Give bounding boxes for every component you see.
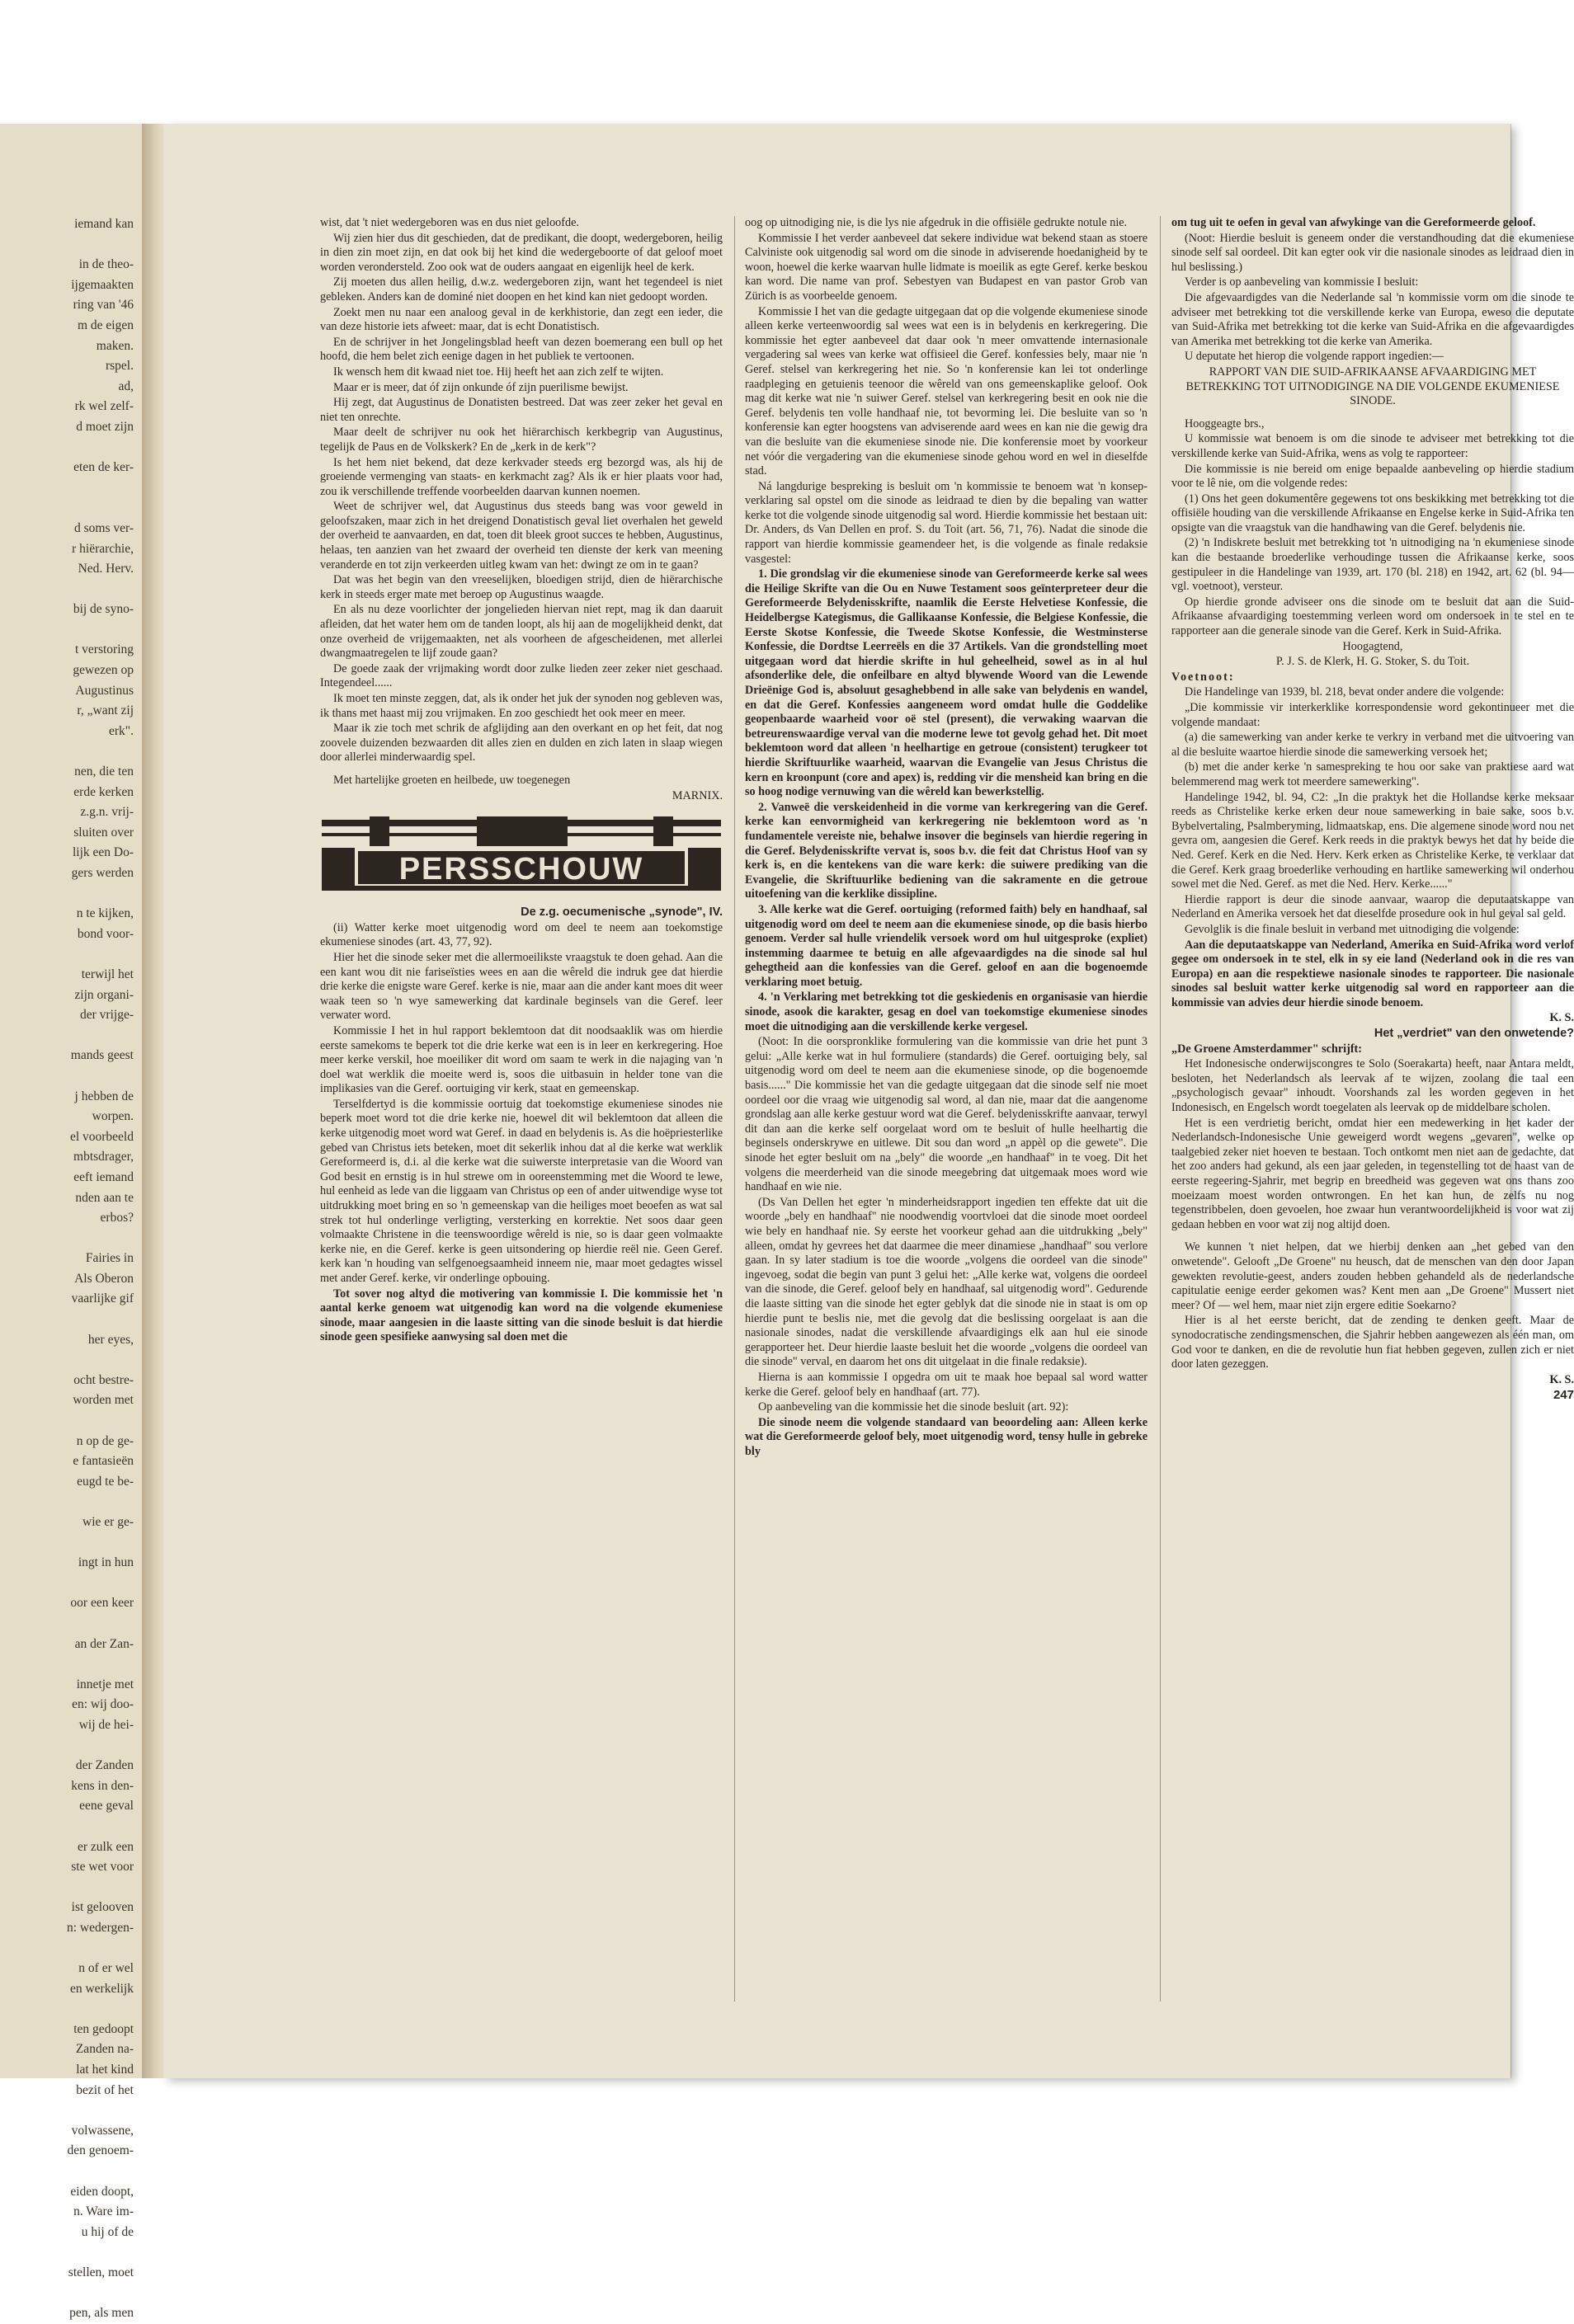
section-title: De z.g. oecumenische „synode", IV. <box>521 906 723 920</box>
left-page-fragment: worden met <box>73 1393 134 1408</box>
paragraph: Maar er is meer, dat óf zijn onkunde óf zijn puerilisme bewijst. <box>333 380 629 394</box>
article-source: „De Groene Amsterdammer" schrijft: <box>1171 1042 1362 1056</box>
left-page-fragment: volwassene, <box>71 2123 134 2138</box>
left-page-fragment: erde kerken <box>73 784 134 799</box>
footnote-paragraph: Hierdie rapport is deur die sinode aanvaar, waarop die deputaatskappe van Nederland en Amerika versoek het dat dieselfde prosedure ook in hul geval sal geld. <box>1171 892 1574 921</box>
left-page-fragment: ste wet voor <box>71 1860 134 1875</box>
article-title: Het „verdriet" van den onwetende? <box>1374 1027 1574 1041</box>
left-page-fragment: worpen. <box>92 1109 134 1124</box>
left-page-fragment: d moet zijn <box>76 419 134 434</box>
signature-marnix: MARNIX. <box>672 788 723 802</box>
left-page-fragment: mbtsdrager, <box>73 1150 134 1164</box>
left-page-fragment: in de theo- <box>78 257 134 272</box>
letter-closing: Met hartelijke groeten en heilbede, uw toegenegen <box>333 773 571 787</box>
left-page-fragment: bond voor- <box>77 926 134 941</box>
left-page-fragment <box>0 1066 142 1087</box>
paragraph: Hij zegt, dat Augustinus de Donatisten bestreed. Dat was zeer zeker het geval en niet ten onrechte. <box>320 396 723 424</box>
paragraph: Weet de schrijver wel, dat Augustinus dus steeds bang was voor geweld in geloofszaken, maar zich in het dreigend Donatistisch geval liet overhalen het geweld der overheid te aanvaarden, en dat, toen dit bleek groot succes te hebben, Augustinus, helaas, ten aanzien van het zwaard der overheid ten dienste der kerk van meening veranderde en tot zijn verkeerden uitleg kwam van het: dwingt ze om in te gaan? <box>320 500 723 572</box>
resolution-point-3: 3. Alle kerke wat die Geref. oortuiging (reformed faith) bely en handhaaf, sal uitgenodig word om deel te neem aan die ekumeniese sinode, op die basis hierbo genoem. Verder sal hulle vriendelik versoek word om hul uitgesproke (expliet) instemming daarmee te betuig en alle afgevaardigdes na die sinode sal hul gehegtheid aan die konfessies van die Geref. geloof en aan die bogenoemde verklaring moet betuig. <box>745 902 1148 989</box>
paragraph: (2) 'n Indiskrete besluit met betrekking tot 'n uitnodiging na 'n ekumeniese sinode kan die bestaande broederlike verhoudinge tussen die Afrikaanse kerke, soos gestipuleer in die Handelinge van 1939, art. 170 (bl. 218) en 1942, art. 62 (bl. 94—vgl. voetnoot), versteur. <box>1171 536 1574 594</box>
paragraph: U deputate het hierop die volgende rapport ingedien:— <box>1185 350 1444 364</box>
left-page-fragment <box>0 1026 142 1047</box>
paragraph: En als nu deze voorlichter der jongelieden hiervan niet rept, mag ik dan daaruit afleiden, dat het water hem om de tanden loopt, als hij aan de mogelijkheid denkt, dat onze overheid de vrijgemaakten, net als voorheen de afgescheidenen, met allerlei dwangmaatregelen te lijf zoude gaan? <box>320 603 723 661</box>
paragraph: Zoekt men nu naar een analoog geval in de kerkhistorie, dan zegt een ieder, die van deze historie iets afweet: maar, dat is echt Donatistisch. <box>320 305 723 334</box>
left-page-fragment <box>0 1878 142 1898</box>
left-page-fragment: an der Zan- <box>74 1636 134 1651</box>
footnote-paragraph: „Die kommissie vir interkerklike korrespondensie word gekontinueer met die volgende mandaat: <box>1171 701 1574 729</box>
left-page-fragment <box>0 2101 142 2121</box>
left-page-fragment: den genoem- <box>67 2143 134 2158</box>
left-page-fragment: eeft iemand <box>73 1169 134 1184</box>
left-page-fragment <box>0 1533 142 1554</box>
left-page-fragment <box>0 1229 142 1249</box>
left-page-fragment: bezit of het <box>76 2082 134 2097</box>
left-page-fragment <box>0 478 142 499</box>
left-page-fragment: erk". <box>109 723 134 738</box>
left-page-fragment <box>0 2284 142 2304</box>
left-page-fragment: gers werden <box>71 866 134 880</box>
resolution-point-1: 1. Die grondslag vir die ekumeniese sinode van Gereformeerde kerke sal wees die Heilige Skrifte van die Ou en Nuwe Testament soos geïnterpreteer deur die Gereformeerde Belydenisskrifte, naamlik die Eerste Helvetiese Konfessie, die Heidelbergse Kategismus, die Gallikaanse Konfessie, die Belgiese Konfessie, die Eerste Skotse Konfessie, die Tweede Skotse Konfessie, die Westminsterse Konfessie, die Dordtse Leerreëls en die 37 Artikels. Van die grondstelling moet uitgegaan word dat hierdie skrifte in hul geheelheid, sowel as in al hul afsonderlike dele, die onfeilbare en altyd blywende Woord van die Lewende Drieënige God is, absoluut gesaghebbend in alle sake van belydenis en wandel, en dat die Geref. Konfessies aangeneem word omdat hulle die Goddelike geopenbaarde waarheid voor oë stel (present), die verwaking waarvan die betreurenswaardige verval van die moderne lewe tot gevolg gehad het. Dit moet beklemtoon word dat alleen 'n heelhartige en getroue (consistent) terugkeer tot hierdie Skriftuurlike waarheid, waarvan die Evangelie van Jesus Christus die kern en kroonpunt (core and apex) is, redding vir die mensheid kan bring en die so hoog nodige vernuwing van die wêreld kan bewerkstellig. <box>745 567 1148 799</box>
signature-ks: K. S. <box>1549 1372 1574 1386</box>
left-page-fragment: lat het kind <box>76 2063 134 2077</box>
left-page-fragment <box>0 2242 142 2263</box>
footnote-paragraph: Gevolglik is die finale besluit in verband met uitnodiging die volgende: <box>1185 922 1520 936</box>
left-page-fragment: nden aan te <box>75 1190 134 1205</box>
left-page-fragment: ingt in hun <box>78 1555 134 1570</box>
quoted-paragraph: Het Indonesische onderwijscongres te Solo (Soerakarta) heeft, naar Antara meldt, besloten, het Nederlandsch als leervak af te wijzen, zoolang die taal een „psychologisch gevaar" inhoudt. Voorshands zal les worden gegeven in het Indonesisch, en Engelsch wordt toegelaten als leervak op de middelbare scholen. <box>1171 1057 1574 1115</box>
left-page-fragment: r hiërarchie, <box>72 541 134 556</box>
left-page-fragment: kens in den- <box>71 1778 134 1793</box>
paragraph: Ik moet ten minste zeggen, dat, als ik onder het juk der synoden nog gebleven was, ik thans met haast mij zou vrijmaken. En zoo geschiedt het ook meer en meer. <box>320 692 723 720</box>
paragraph: om tug uit te oefen in geval van afwykinge van die Gereformeerde geloof. <box>1171 216 1536 229</box>
quoted-paragraph: Het is een verdrietig bericht, omdat hier een medewerking in het kader der Nederlandsch-Indonesische Unie geweigerd wordt wegens „gevaren", welke op taalgebied zeker niet hoeven te bestaan. Toch ontkomt men niet aan de gedachte, dat het zoo anders had gekund, als een jaar geleden, in tegenstelling tot de haast van de eerste regeering-Sjahrir, met begrip en breedheid was gegeven wat ons thans zoo moeizaam moest worden ontwrongen. En het kan hun, de zelfs nu nog tegenstribbelen, doen gevoelen, hoe zwaar hun verantwoordelijkheid is voor wat zij gedaan hebben en voor wat zij nog altijd doen. <box>1171 1116 1574 1231</box>
left-page-fragment: j hebben de <box>74 1089 134 1103</box>
persschouw-masthead-graphic <box>320 815 723 894</box>
left-page-fragment: bij de syno- <box>73 602 134 617</box>
report-closing: Hoogagtend, <box>1342 639 1403 653</box>
left-page-fragment: stellen, moet <box>68 2265 134 2279</box>
left-page-fragment: zijn organi- <box>74 987 134 1002</box>
left-page-fragment <box>0 235 142 256</box>
paragraph: (Noot: Hierdie besluit is geneem onder die verstandhouding dat die ekumeniese sinode self sal oordeel. Dit kan egter ook vir die nasionale sinodes as leidraad dien in hul beslissing.) <box>1171 231 1574 274</box>
left-page-fragment <box>0 1817 142 1837</box>
standard-resolution: Die sinode neem die volgende standaard van beoordeling aan: Alleen kerke wat die Gereformeerde geloof bely, moet uitgenodig word, tensy hulle in gebreke bly <box>745 1415 1148 1458</box>
left-page-fragment <box>0 580 142 600</box>
left-page-fragment: e fantasieën <box>73 1454 134 1469</box>
left-page-fragment: oor een keer <box>70 1596 134 1611</box>
footnote-paragraph: Handelinge 1942, bl. 94, C2: „In die praktyk het die Hollandse kerke meksaar reeds as Christelike kerke erken deur noue samewerking in baie sake, soos b.v. Bybelvertaling, Psalmberyming, lidmaatskap, ens. Die algemene sinode word nou net gevra om, aangesien die Geref. Kerk reeds in die praktyk bewys het dat hy beide die Ned. Geref. Kerk en die Ned. Herv. Kerk erken as Christelike Kerke, te verklaar dat die Geref. Kerk graag broederlike verhouding en hartlike samewerking wil onderhou sowel met die Ned. Geref. as met die Ned. Herv. Kerke......" <box>1171 790 1574 891</box>
left-page-fragment: m de eigen <box>77 318 134 332</box>
left-page-fragment: Fairies in <box>85 1251 134 1266</box>
paragraph: Zij moeten dus allen heilig, d.w.z. wedergeboren zijn, want het tegendeel is niet gebleken. Anders kan de dominé niet doopen en het kind kan niet gedoopt worden. <box>320 275 723 303</box>
left-page-fragment: lijk een Do- <box>72 845 134 860</box>
left-page-fragment: maken. <box>96 338 134 353</box>
left-page-fragment: er zulk een <box>78 1839 134 1854</box>
paragraph: U kommissie wat benoem is om die sinode te adviseer met betrekking tot die verskillende kerke van Suid-Afrika, wens as volg te rapporteer: <box>1171 432 1574 460</box>
left-page-fragment: eten de ker- <box>73 460 134 475</box>
left-page-fragment <box>0 620 142 641</box>
left-page-fragment: der Zanden <box>75 1758 134 1773</box>
left-page-fragment <box>0 741 142 762</box>
left-page-fragment: wie er ge- <box>82 1515 134 1529</box>
resolution-point-4: 4. 'n Verklaring met betrekking tot die geskiedenis en organisasie van hierdie sinode, asook die karakter, gesag en doel van toekomstige ekumeniese sinodes moet die uitnodiging aan die verskillende kerke vergesel. <box>745 990 1148 1033</box>
left-page-fragment <box>0 498 142 519</box>
left-page-fragment: der vrijge- <box>80 1008 134 1023</box>
left-page-fragment: rk wel zelf- <box>74 399 134 414</box>
left-page-fragment: Als Oberon <box>74 1271 134 1286</box>
paragraph: De goede zaak der vrijmaking wordt door zulke lieden zeer zeker niet geschaad. Integendeel...... <box>320 661 723 690</box>
paragraph: Hier is al het eerste bericht, dat de zending te denken geeft. Maar de synodocratische zendingsmenschen, die Sjahrir hebben aangewezen als één man, om God voor te danken, en die de revolutie hun fiat hebben gegeven, zullen zich er niet door laten gezeggen. <box>1171 1314 1574 1371</box>
left-page-fragment: ten gedoopt <box>73 2021 134 2036</box>
paragraph: Die kommissie is nie bereid om enige bepaalde aanbeveling op hierdie stadium voor te lê nie, om die volgende redes: <box>1171 462 1574 491</box>
footnote-paragraph: (a) die samewerking van ander kerke te verkry in verband met die uitvoering van al die besluite waartoe hierdie sinode die samewerking versoek het; <box>1171 731 1574 759</box>
left-page-fragment: her eyes, <box>87 1332 134 1347</box>
left-page-fragment <box>0 1411 142 1432</box>
left-page-fragment: ring van '46 <box>73 298 134 313</box>
left-page-fragment <box>0 1350 142 1371</box>
left-page-fragment: erbos? <box>100 1211 134 1226</box>
left-page-fragment <box>0 1654 142 1675</box>
paragraph: Dat was het begin van den vreeselijken, bloedigen strijd, dien de hiërarchische kerk in steeds erger mate met beroep op Augustinus waagde. <box>320 573 723 601</box>
left-page-fragment: ijgemaakten <box>71 277 134 292</box>
left-page-fragment: n. Ware im- <box>73 2204 134 2219</box>
left-page-fragment: ad, <box>118 379 134 393</box>
paragraph: Ná langdurige bespreking is besluit om 'n kommissie te benoem wat 'n konsep-verklaring sal opstel om die sinode as leidraad te dien by die bepaling van watter kerke tot die volgende sinode uitgenodig sal word. Hierdie kommissie het bestaan uit: Dr. Anders, ds Van Dellen en prof. S. du Toit (art. 56, 71, 76). Nadat die sinode die rapport van hierdie kommissie geamendeer het, is die volgende as finale redaksie vasgestel: <box>745 479 1148 566</box>
column-1 <box>320 216 723 1346</box>
left-page-fragment: pen, als men <box>69 2306 134 2321</box>
left-page-fragment: Zanden na- <box>75 2042 134 2057</box>
report-title: RAPPORT VAN DIE SUID-AFRIKAANSE AFVAARDIGING MET BETREKKING TOT UITNODIGINGE NA DIE VOLGENDE EKUMENIESE SINODE. <box>1185 365 1560 408</box>
left-page-fragment: eugd te be- <box>77 1474 134 1489</box>
report-signatories: P. J. S. de Klerk, H. G. Stoker, S. du Toit. <box>1275 655 1470 669</box>
column-rule <box>734 216 735 2002</box>
left-page-fragment: ist gelooven <box>71 1900 134 1915</box>
left-page-fragment <box>0 1999 142 2020</box>
signature-ks: K. S. <box>1549 1011 1574 1025</box>
left-page-fragment: z.g.n. vrij- <box>80 805 134 820</box>
paragraph: (1) Ons het geen dokumentêre gegewens tot ons beskikking met betrekking tot die offisiële houding van die verskillende Afrikaanse en Engelse kerke in Suid-Afrika ten opsigte van die vraagstuk van die handhawing van die Geref. belydenis nie. <box>1171 492 1574 534</box>
paragraph: Maar deelt de schrijver nu ook het hiërarchisch kerkbegrip van Augustinus, tegelijk de Paus en de Volkskerk? En de „kerk in de kerk"? <box>320 426 723 454</box>
persschouw-masthead <box>320 815 723 894</box>
left-page-fragment: sluiten over <box>73 825 134 840</box>
paragraph: Terselfdertyd is die kommissie oortuig dat toekomstige ekumeniese sinodes nie beperk moet word tot die drie kerke nie, hoewel dit wil beklemtoon dat alleen die kerke uitgenodig moet word wat Geref. in daad en belydenis is. As die hoëpriesterlike gebed van Christus iets beteken, moet dit sekerlik inhou dat al die kerke wat werklik Gereformeerd is, d.i. al die kerke wat die suiwerste interpretasie van die Woord van God besit en ernstig is in hul strewe om in ooreenstemming met die Woord te lewe, hul eenheid as lede van die liggaam van Christus op een of ander uitwendige wyse tot uitdrukking moet bring en so 'n gemeenskap van die heiliges moet beoefen as wat sal strek tot hul onderlinge verligting, versterking en korrektie. Net soos daar geen volmaakte Christene in die teenswoordige wêreld is nie, so is daar geen volmaakte kerke nie, en die Geref. kerke is geen uitsondering op hierdie reël nie. Geen Geref. kerk kan 'n houding van selfgenoegsaamheid inneem nie, maar moet gedagtes wissel met ander Geref. kerke, vir onderlinge opbouing. <box>320 1097 723 1285</box>
paragraph: Is het hem niet bekend, dat deze kerkvader steeds erg bezorgd was, als hij de groeiende vermenging van staats- en kerkmacht zag? Als ik er hier plaats voor had, zou ik verschillende treffende voorbeelden daarvan kunnen noemen. <box>320 455 723 498</box>
paragraph: Die afgevaardigdes van die Nederlande sal 'n kommissie vorm om die sinode te adviseer met betrekking tot die verskillende kerke van Europa, eweso die deputate van Suid-Afrika met betrekking tot die kerke van Suid-Afrika en die afgevaardigdes van Amerika met betrekking tot die kerke van Amerika. <box>1171 290 1574 348</box>
left-page-fragment: t verstoring <box>74 642 134 657</box>
left-page-fragment <box>0 1310 142 1330</box>
left-page-fragment: gewezen op <box>73 663 134 678</box>
left-page-fragment: eene geval <box>79 1799 134 1814</box>
note-paragraph: (Ds Van Dellen het egter 'n minderheidsrapport ingedien ten effekte dat uit die woorde „bely en handhaaf" nie noodwendig voortvloei dat die sinode moet oordeel wie bely en handhaaf nie. Sy eerste het voorkeur gehad aan die uitdrukking „bely" alleen, omdat hy gevrees het dat daarmee die meer dinamiese „handhaaf" sou verlore gaan. In sy later stadium is toe die woorde „volgens die oordeel van die sinode" ingevoeg, sodat die begin van punt 3 gelui het: „Alle kerke wat, volgens die oordeel van die sinode, die Geref. geloof bely en handhaaf, sal uitgenodig word". Gedurende die laaste sitting van die sinode het egter geblyk dat die sinode nie in staat is om op hierdie punt te beslis nie, met die gevolg dat die beslissing oorgelaat is aan die nasionale sinodes, nadat die verskillende afvaardigings elk aan hul eie sinode gerapporteer het. Deur hierdie laaste besluit het die woorde „volgens die oordeel van die sinode" verval, en daarom het ons dit uitgelaat in die finale redaksie). <box>745 1195 1148 1369</box>
report-greeting: Hooggeagte brs., <box>1185 416 1265 430</box>
left-page-fragment: en: wij doo- <box>72 1697 134 1712</box>
column-3 <box>1171 216 1574 1404</box>
left-page-fragment: innetje met <box>76 1677 134 1691</box>
paragraph: We kunnen 't niet helpen, dat we hierbij denken aan „het gebed van den onwetende". Gelooft „De Groene" nu heusch, dat de menschen van den door Japan gewekten revolutie-geest, anders zouden hebben gehandeld als de nederlandsche capitulatie eenige eerder gekomen was? Kent men aan „De Groene" Mussert niet meer? Of — wel hem, maar niet zijn ergere editie Soekarno? <box>1171 1240 1574 1312</box>
paragraph: oog op uitnodiging nie, is die lys nie afgedruk in die offisiële gedrukte notule nie. <box>745 216 1128 229</box>
left-page-fragment: iemand kan <box>74 217 134 231</box>
left-page-fragment: mands geest <box>70 1048 134 1063</box>
note-paragraph: (Noot: In die oorspronklike formulering van die kommissie van drie het punt 3 gelui: „Alle kerke wat in hul formuliere (standards) die Geref. oortuiging bely, sal uitgenodig word om deel te neem aan die ekumeniese sinode, op die bogenoemde basis......" Die kommissie het van die gedagte uitgegaan dat die sinode self nie moet oordeel oor die vraag wie uitgenodig sal word, al dan nie, maar dat die aangenome grondslag aan alle kerke gestuur word wat die Geref. belydenisskrifte aanvaar, terwyl dit dan aan die kerke self oorgelaat word om te besluit of hulle heelhartig die beginsels onderskrywe en uitlewe. Dit sou dan word „n appèl op die gewete". Die sinode het egter besluit om na „bely" die woorde „en handhaaf" in te voeg. Dit het volgens die meerderheid van die sinode meegebring dat uitgemaak moes word wie handhaaf en wie nie. <box>745 1035 1148 1194</box>
left-page-fragment <box>0 438 142 459</box>
paragraph: Op hierdie gronde adviseer ons die sinode om te besluit dat aan die Suid-Afrikaanse afvaardiging toestemming verleen word om ondersoek in te stel en te rapporteer aan die generale sinode van die Geref. Kerk in Suid-Afrika. <box>1171 595 1574 638</box>
left-page-fragment: u hij of de <box>81 2224 134 2239</box>
left-page-fragment: n te kijken, <box>76 906 134 921</box>
left-page-fragment: rspel. <box>105 359 134 374</box>
left-page-fragment <box>0 1574 142 1594</box>
paragraph: Wij zien hier dus dit geschieden, dat de predikant, die doopt, wedergeboren, heilig in dien zin moet zijn, en dat ook bij het kind die wedergeboorte of dat geloof moet worden verondersteld. Zoo ook wat de ouders aangaat en eigenlijk heel de kerk. <box>320 231 723 274</box>
left-page-fragment <box>0 1492 142 1512</box>
left-page-fragment <box>0 884 142 905</box>
note-paragraph: Op aanbeveling van die kommissie het die sinode besluit (art. 92): <box>758 1400 1069 1414</box>
previous-page-edge <box>0 124 144 2321</box>
paragraph: wist, dat 't niet wedergeboren was en dus niet geloofde. <box>320 216 579 229</box>
paragraph: (ii) Watter kerke moet uitgenodig word om deel te neem aan toekomstige ekumeniese sinodes (art. 43, 77, 92). <box>320 920 723 949</box>
left-page-fragment: nen, die ten <box>74 764 134 779</box>
left-page-fragment: Ned. Herv. <box>78 562 134 576</box>
footnote-paragraph: Die Handelinge van 1939, bl. 218, bevat onder andere die volgende: <box>1185 685 1505 699</box>
left-page-fragment <box>0 944 142 965</box>
paragraph: Kommissie I het verder aanbeveel dat sekere individue wat bekend staan as stoere Calviniste ook uitgenodig sal word om die sinode in adviserende hoedanigheid by te woon, hoewel die kerke waarvan hulle lidmate is moeilik as egte Geref. kerke beskou kan word. Die name van prof. Sebestyen van Budapest en van pastor Grob van Zürich is as voorbeelde genoem. <box>745 231 1148 303</box>
final-resolution: Aan die deputaatskappe van Nederland, Amerika en Suid-Afrika word verlof gegee om ondersoek in te stel, elk in sy eie land (Nederland ook in die res van Europa) en aan die respektiewe nasionale sinodes te rapporteer. Die nasionale sinodes sal besluit watter kerke uitgenodig sal word en rapporteer aan die kommissie van advies deur hierdie sinode benoem. <box>1171 938 1574 1009</box>
left-page-fragment: ocht bestre- <box>73 1372 134 1387</box>
left-page-fragment: terwijl het <box>81 967 134 981</box>
left-page-fragment: eiden doopt, <box>70 2184 134 2199</box>
left-page-fragment <box>0 2162 142 2182</box>
left-page-fragment <box>0 1614 142 1635</box>
page <box>163 124 1574 2078</box>
page-number: 247 <box>1553 1388 1574 1403</box>
column-2 <box>745 216 1148 1460</box>
left-page-fragment: n op de ge- <box>76 1433 134 1448</box>
masthead-title: PERSSCHOUW <box>398 852 644 887</box>
left-page-fragment: vaarlijke gif <box>71 1291 134 1306</box>
book-gutter <box>142 124 163 2078</box>
left-page-fragment: en werkelijk <box>69 1981 134 1996</box>
left-page-fragment: d soms ver- <box>73 520 134 535</box>
column-rule <box>1160 216 1161 2002</box>
left-page-fragment: n of er wel <box>78 1961 134 1976</box>
left-page-fragment <box>0 1736 142 1757</box>
footnote-paragraph: (b) met die ander kerke 'n samespreking te hou oor sake van praktiese aard wat belemmerend mag werk tot meerdere samewerking". <box>1171 760 1574 788</box>
left-page-fragment <box>0 1938 142 1959</box>
paragraph: Maar ik zie toch met schrik de afglijding aan den overkant en op het feit, dat nog zoovele duizenden bezwaarden dit alles zien en dulden en zich laten in slaap wiegen door allerlei minderwaardig spel. <box>320 722 723 764</box>
paragraph: Verder is op aanbeveling van kommissie I besluit: <box>1185 275 1419 289</box>
left-page-fragment: Augustinus <box>75 683 134 698</box>
left-page-fragment: el voorbeeld <box>69 1129 134 1144</box>
paragraph: Kommissie I het in hul rapport beklemtoon dat dit noodsaaklik was om hierdie eerste samekoms te beperk tot die drie kerke wat een is in leer en kerkregering. Hoe meer kerke verskil, hoe moeiliker dit word om saam te werk in die najaging van 'n doel wat werklik die moeite werd is, soos die uitbasuin in helder tone van die implikasies van die Geref. oortuiging vir kerk, staat en gemeenskap. <box>320 1023 723 1096</box>
paragraph: En de schrijver in het Jongelingsblad heeft van dezen boemerang een bull op het hoofd, die hem belet zich eenige dagen in het publiek te vertoonen. <box>320 335 723 364</box>
paragraph: Tot sover nog altyd die motivering van kommissie I. Die kommissie het 'n aantal kerke genoem wat uitgenodig kan word na die volgende ekumeniese sinode, maar aangesien in die laaste sitting van die sinode besluit is dat hierdie sinode geen spesifieke aanwysing sal doen met die <box>320 1287 723 1344</box>
paragraph: Hier het die sinode seker met die allermoeilikste vraagstuk te doen gehad. Aan die een kant wou dit nie fariseïsties wees en aan die wêreld die indruk gee dat hierdie drie kerke die enigste ware Geref. kerke is nie, maar aan die ander kant moes dit weer waak teen so 'n wye samewerking dat kardinale beginsels van die Geref. leer verwater word. <box>320 950 723 1023</box>
resolution-point-2: 2. Vanweë die verskeidenheid in die vorme van kerkregering van die Geref. kerke kan eenvormigheid van kerkregering nie beklemtoon word as 'n fundamentele vereiste nie, behalwe insover die beginsels van hierdie regering in die Geref. Belydenisskrifte vervat is, soos b.v. die feit dat Christus Hoof van sy kerk is, en die kentekens van die ware kerk: die suiwere prediking van die Evangelie, die Skriftuurlike bediening van die sakramente en die getroue uitoefening van die kerklike dissipline. <box>745 800 1148 901</box>
footnote-label: Voetnoot: <box>1171 670 1235 684</box>
paragraph: Kommissie I het van die gedagte uitgegaan dat op die volgende ekumeniese sinode alleen kerke verteenwoordig sal wees wat een is in belydenis en kerkregering. Die kommissie het egter aanbeveel dat daar ook 'n meer omvattende internasionale vergadering sal wees van kerke wat offisieel die Geref. konfessies bely, maar nie 'n Geref. stelsel van kerkregering het nie. So 'n konferensie kan lei tot onderlinge raadpleging en getuienis teenoor die wêreld van ons gemeenskaplike geloof. Ook mag dit kerke wat nie 'n suiwer Geref. stelsel van kerkregering besit en ook nie die Geref. belydenis ten volle handhaaf nie, tot bevorming lei. Die besluite van so 'n konferensie kan egter hoogstens van adviserende aard wees en kan nie die gewig dra van die besluite van die ekumeniese sinode nie. Die konferensie moet by voorkeur net vóór die vergadering van die ekumeniese sinode gehou word en wel in dieselfde stad. <box>745 304 1148 478</box>
left-page-fragment: n: wedergen- <box>66 1920 134 1935</box>
left-page-fragment: wij de hei- <box>78 1717 134 1732</box>
paragraph: Ik wensch hem dit kwaad niet toe. Hij heeft het aan zich zelf te wijten. <box>333 365 664 379</box>
note-paragraph: Hierna is aan kommissie I opgedra om uit te maak hoe bepaal sal word watter kerke die Geref. geloof bely en handhaaf (art. 77). <box>745 1370 1148 1399</box>
left-page-fragment: r, „want zij <box>77 703 134 718</box>
